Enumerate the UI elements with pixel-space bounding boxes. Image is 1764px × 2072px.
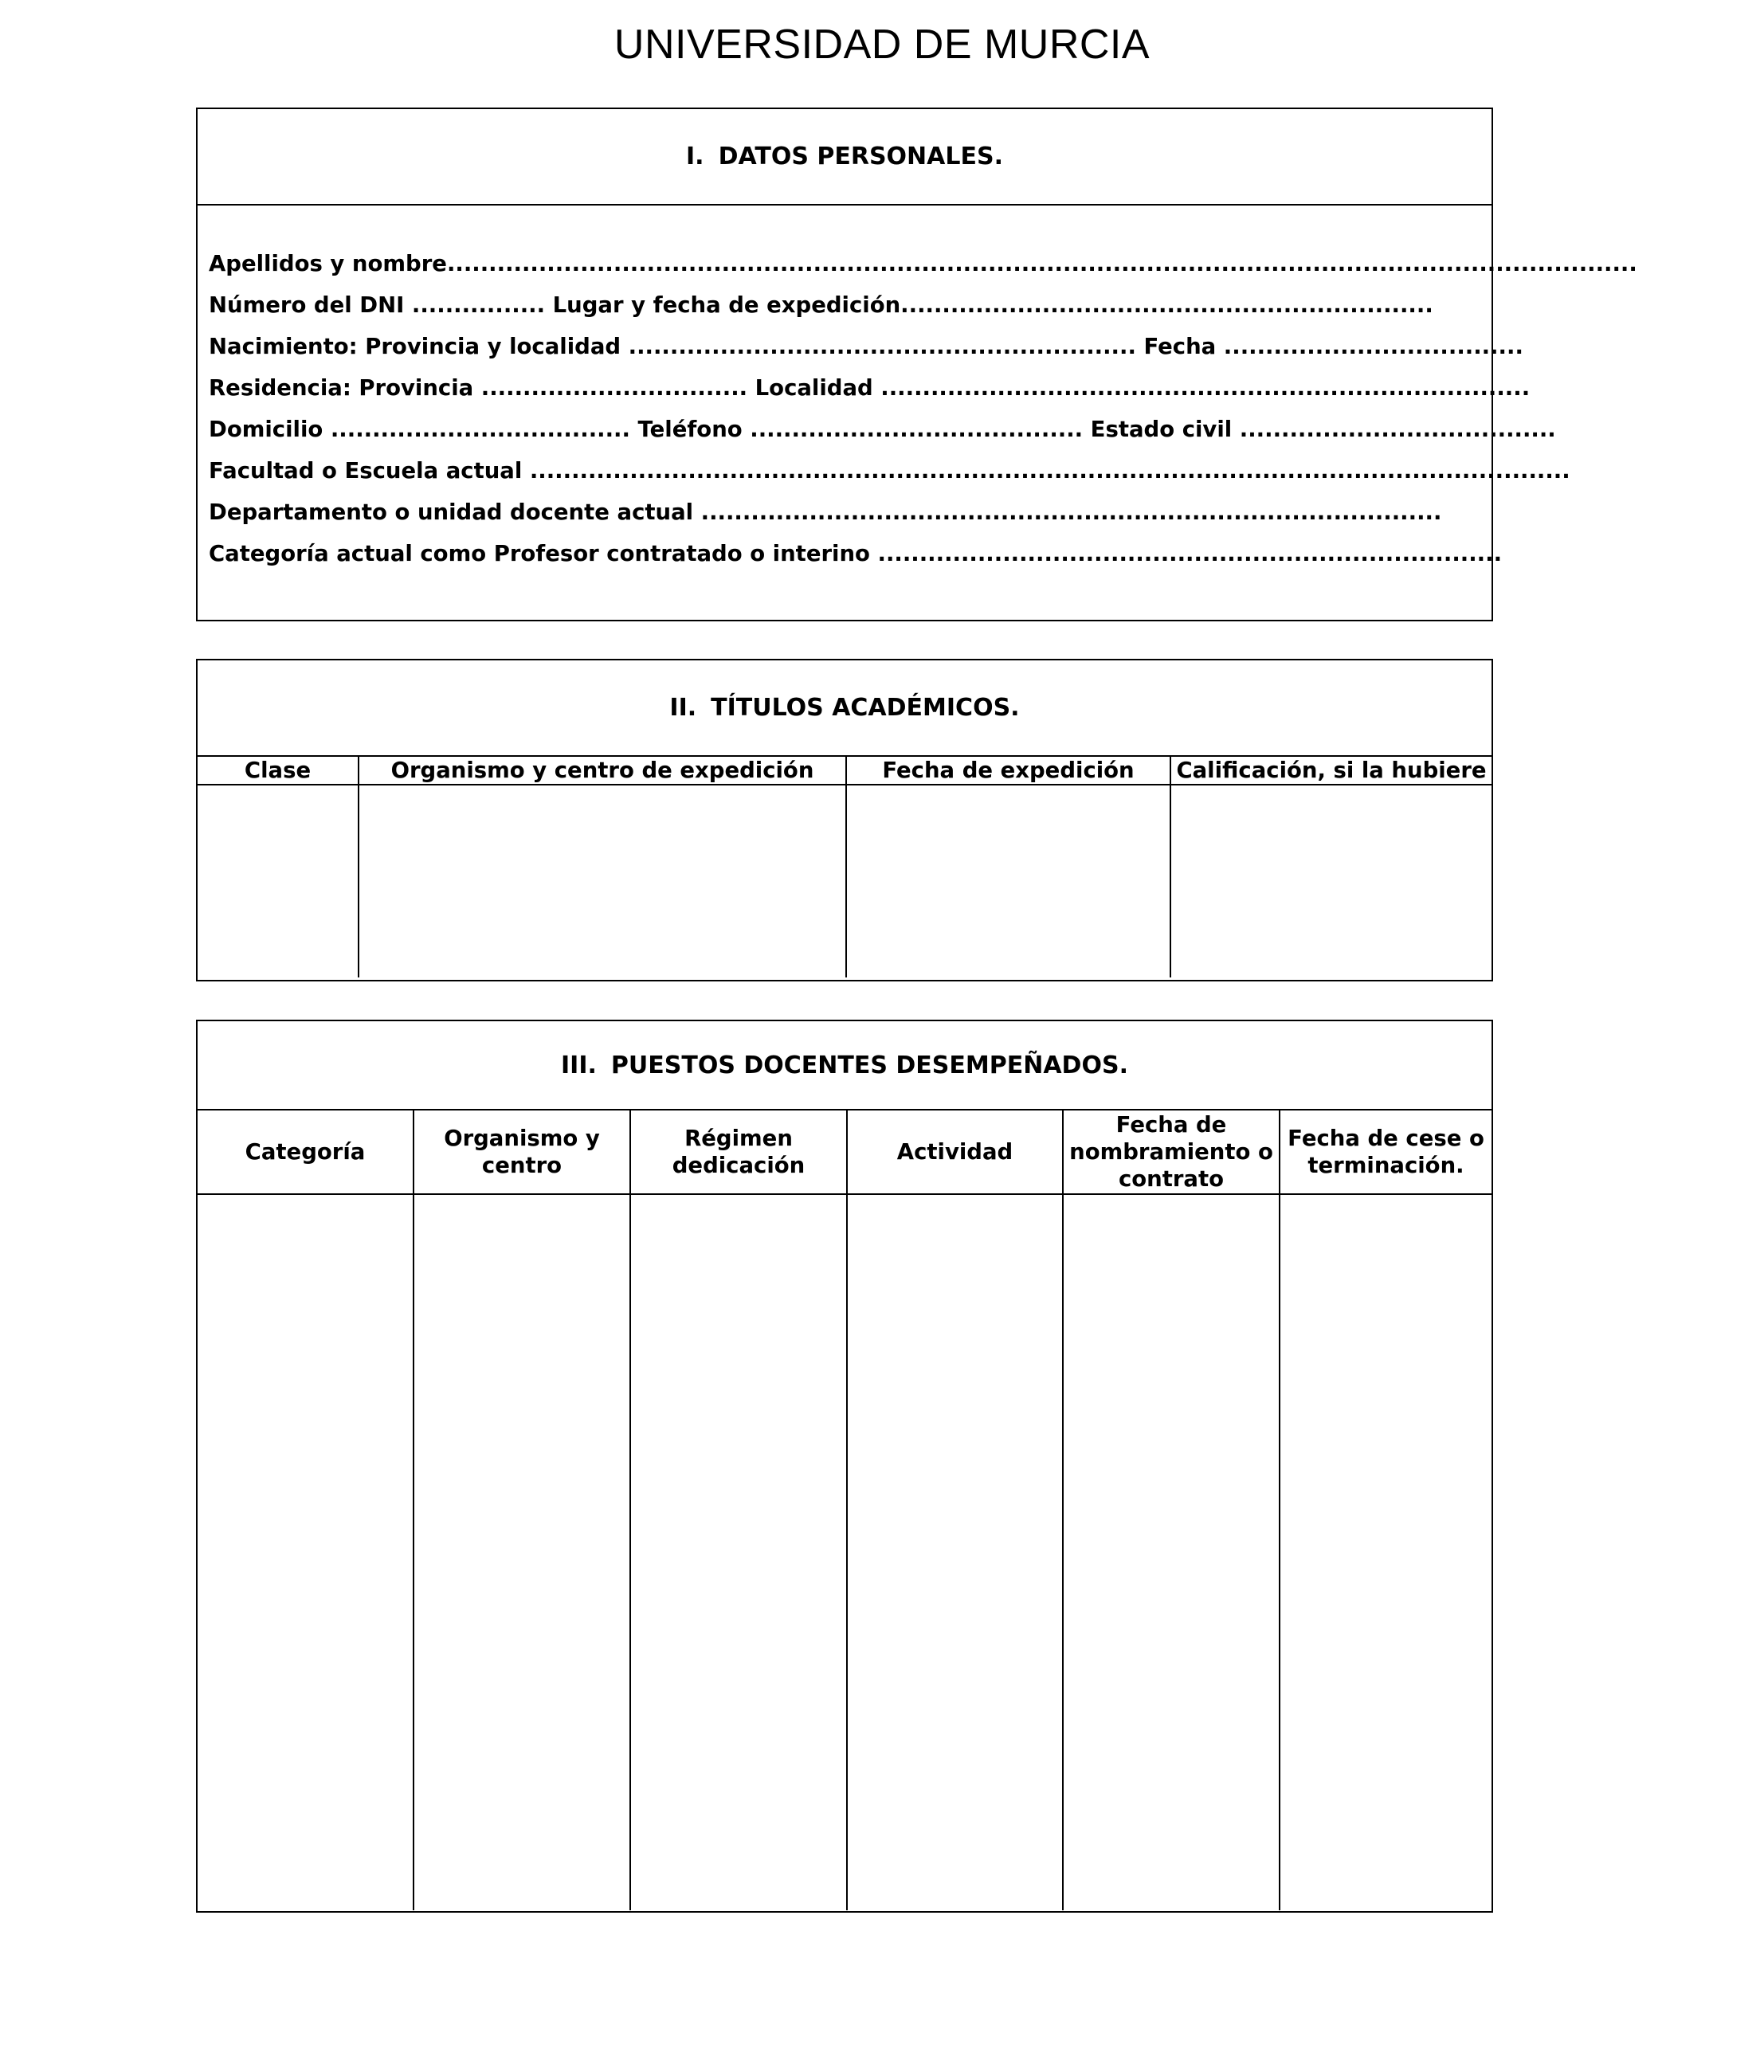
- column-header: Actividad: [847, 1110, 1063, 1194]
- column-header: Organismo y centro de expedición: [359, 757, 846, 785]
- table-header-row: [198, 1110, 1492, 1194]
- table-cell[interactable]: [1063, 1194, 1280, 1910]
- department-field[interactable]: Departamento o unidad docente actual .........................................................................................: [209, 499, 1442, 525]
- section-number: III.: [561, 1051, 597, 1079]
- section-number: I.: [686, 143, 704, 170]
- section-header: [198, 109, 1492, 206]
- faculty-field[interactable]: Facultad o Escuela actual .............................................................................................................................: [209, 458, 1570, 484]
- column-header: Organismo y centro: [414, 1110, 630, 1194]
- section-header: [198, 660, 1492, 757]
- section-title: DATOS PERSONALES.: [718, 143, 1003, 170]
- table-cell[interactable]: [198, 1194, 414, 1910]
- name-field[interactable]: Apellidos y nombre...............................................................................................................................................: [209, 251, 1637, 276]
- column-header: Categoría: [198, 1110, 414, 1194]
- page-title: UNIVERSIDAD DE MURCIA: [613, 22, 1151, 68]
- birth-field[interactable]: Nacimiento: Provincia y localidad ............................................................. Fecha ....................................: [209, 334, 1523, 359]
- table-cell[interactable]: [847, 1194, 1063, 1910]
- column-header: Fecha de nombramiento o contrato: [1063, 1110, 1280, 1194]
- academic-titles-table: [198, 757, 1492, 977]
- column-header: Fecha de expedición: [846, 757, 1170, 785]
- personal-data-fields: [198, 206, 1637, 574]
- dni-field[interactable]: Número del DNI ................ Lugar y fecha de expedición................................................................: [209, 292, 1433, 318]
- column-header: Régimen dedicación: [630, 1110, 847, 1194]
- section-header: [198, 1021, 1492, 1110]
- table-cell[interactable]: [846, 785, 1170, 977]
- column-header: Calificación, si la hubiere: [1170, 757, 1492, 785]
- section-number: II.: [669, 694, 697, 722]
- table-cell[interactable]: [1170, 785, 1492, 977]
- column-header: Fecha de cese o terminación.: [1280, 1110, 1492, 1194]
- academic-titles-section: [196, 659, 1493, 981]
- section-title: PUESTOS DOCENTES DESEMPEÑADOS.: [610, 1051, 1128, 1079]
- table-cell[interactable]: [359, 785, 846, 977]
- section-title: TÍTULOS ACADÉMICOS.: [711, 694, 1020, 722]
- table-cell[interactable]: [1280, 1194, 1492, 1910]
- residence-field[interactable]: Residencia: Provincia ................................ Localidad ..............................................................................: [209, 375, 1531, 401]
- personal-data-section: [196, 108, 1637, 621]
- teaching-positions-table: [198, 1110, 1492, 1910]
- table-row: [198, 785, 1492, 977]
- table-header-row: [198, 757, 1492, 785]
- category-field[interactable]: Categoría actual como Profesor contratado o interino ...........................................................................: [209, 541, 1503, 566]
- address-field[interactable]: Domicilio .................................... Teléfono ........................................ Estado civil ......................................: [209, 417, 1556, 442]
- table-cell[interactable]: [630, 1194, 847, 1910]
- table-row: [198, 1194, 1492, 1910]
- teaching-positions-section: [196, 1020, 1493, 1913]
- column-header: Clase: [198, 757, 359, 785]
- table-cell[interactable]: [414, 1194, 630, 1910]
- table-cell[interactable]: [198, 785, 359, 977]
